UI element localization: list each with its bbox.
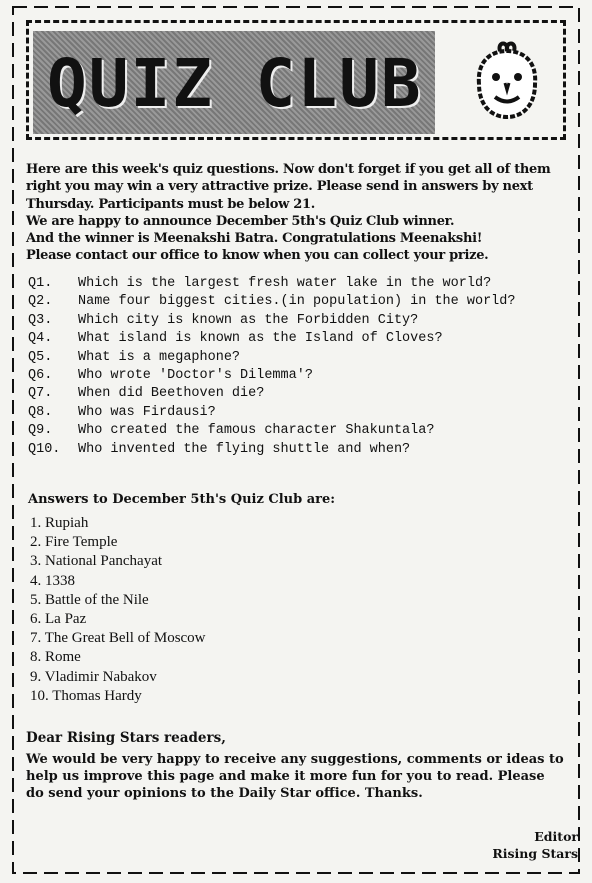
- question-item: [28, 404, 568, 422]
- intro-paragraph: We are happy to announce December 5th's Quiz Club winner.: [26, 213, 455, 229]
- question-number: Q9.: [28, 423, 53, 439]
- question-text: Who invented the flying shuttle and when?: [78, 441, 411, 457]
- question-item: [28, 330, 568, 348]
- question-text: Which is the largest fresh water lake in the world?: [78, 276, 492, 291]
- question-number: Q10.: [28, 441, 61, 457]
- signature: [492, 828, 578, 862]
- closing-note: [26, 730, 566, 802]
- banner: [26, 20, 566, 140]
- closing-body: We would be very happy to receive any suggestions, comments or ideas to help us improve this page and make it more fun for you to read. Please do send your opinions to the Daily Star office. Thanks.: [26, 752, 564, 801]
- question-item: [28, 422, 568, 440]
- question-item: [28, 385, 568, 403]
- smiley-face-icon: [465, 39, 549, 125]
- intro-text: [26, 161, 566, 265]
- answers-heading: Answers to December 5th's Quiz Club are:: [28, 492, 336, 507]
- question-item: [28, 275, 568, 293]
- signature-column: Rising Stars: [492, 846, 578, 861]
- question-item: [28, 312, 568, 330]
- question-item: [28, 293, 568, 311]
- question-list: [28, 275, 568, 459]
- answer-item: 7. The Great Bell of Moscow: [30, 630, 206, 647]
- question-number: Q8.: [28, 404, 53, 420]
- question-number: Q5.: [28, 349, 53, 365]
- question-number: Q6.: [28, 368, 53, 384]
- answer-item: 1. Rupiah: [30, 515, 89, 531]
- answer-list: [30, 514, 550, 706]
- answer-item: 2. Fire Temple: [30, 534, 118, 551]
- intro-paragraph: Please contact our office to know when you can collect your prize.: [26, 248, 489, 264]
- intro-paragraph: Here are this week's quiz questions. Now don't forget if you get all of them right you may win a very attractive prize. Please send in answers by next Thursday. Participants must be below 21.: [26, 162, 551, 212]
- question-number: Q2.: [28, 294, 53, 310]
- question-text: What is a megaphone?: [78, 349, 241, 365]
- question-number: Q1.: [28, 276, 53, 291]
- greeting: Dear Rising Stars readers,: [26, 730, 226, 746]
- signature-editor: Editor: [534, 829, 578, 844]
- answer-item: 3. National Panchayat: [30, 553, 163, 570]
- question-text: Who created the famous character Shakuntala?: [78, 423, 435, 439]
- answer-item: 9. Vladimir Nabakov: [30, 668, 157, 685]
- question-text: Which city is known as the Forbidden City?: [78, 312, 419, 328]
- question-number: Q4.: [28, 331, 53, 347]
- answer-item: 10. Thomas Hardy: [30, 687, 142, 704]
- intro-paragraph: And the winner is Meenakshi Batra. Congratulations Meenakshi!: [26, 231, 483, 247]
- question-item: [28, 367, 568, 385]
- question-number: Q3.: [28, 312, 53, 328]
- banner-title: QUIZ CLUB: [47, 45, 423, 122]
- question-item: [28, 349, 568, 367]
- question-text: Who wrote 'Doctor's Dilemma'?: [78, 368, 313, 384]
- question-text: Who was Firdausi?: [78, 404, 216, 420]
- answer-item: 5. Battle of the Nile: [30, 591, 149, 608]
- question-item: [28, 441, 568, 459]
- question-text: What island is known as the Island of Cloves?: [78, 331, 443, 347]
- question-number: Q7.: [28, 386, 53, 402]
- answer-item: 8. Rome: [30, 649, 81, 666]
- question-text: When did Beethoven die?: [78, 386, 265, 402]
- answer-item: 4. 1338: [30, 572, 75, 589]
- answer-item: 6. La Paz: [30, 611, 87, 628]
- question-text: Name four biggest cities.(in population) in the world?: [78, 294, 516, 310]
